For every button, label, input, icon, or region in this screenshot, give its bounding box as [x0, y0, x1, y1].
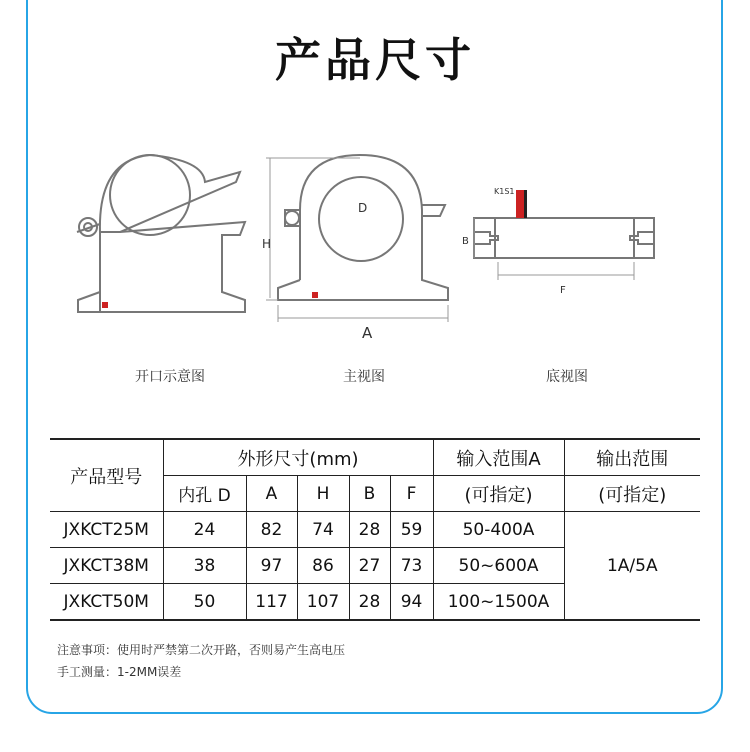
model-header: 产品型号: [50, 439, 163, 512]
dim-h-label: H: [262, 237, 272, 251]
open-view-caption: 开口示意图: [135, 369, 205, 385]
a-cell: 97: [246, 548, 297, 584]
output-sub-header: (可指定): [564, 476, 700, 512]
main-view-caption: 主视图: [343, 369, 385, 385]
input-sub-header: (可指定): [433, 476, 564, 512]
input-header: 输入范围A: [433, 439, 564, 476]
b-cell: 27: [349, 548, 390, 584]
input-cell: 50-400A: [433, 512, 564, 548]
output-cell: 1A/5A: [564, 512, 700, 621]
dims-header: 外形尺寸(mm): [163, 439, 433, 476]
f-cell: 94: [390, 584, 433, 621]
col-f-header: F: [390, 476, 433, 512]
col-a-header: A: [246, 476, 297, 512]
model-cell: JXKCT50M: [50, 584, 163, 621]
table-row: [50, 512, 700, 548]
h-cell: 74: [297, 512, 349, 548]
note-tolerance: 手工测量：1-2MM误差: [57, 665, 182, 679]
dim-b-label: B: [462, 236, 469, 247]
h-cell: 86: [297, 548, 349, 584]
model-cell: JXKCT38M: [50, 548, 163, 584]
main-view-drawing: [278, 155, 448, 300]
dim-f-label: F: [560, 285, 566, 296]
b-cell: 28: [349, 512, 390, 548]
dim-d-label: D: [358, 201, 368, 215]
col-b-header: B: [349, 476, 390, 512]
col-h-header: H: [297, 476, 349, 512]
f-cell: 73: [390, 548, 433, 584]
col-d-header: 内孔 D: [163, 476, 246, 512]
b-cell: 28: [349, 584, 390, 621]
page-title: 产品尺寸: [275, 33, 475, 87]
terminal-tag-label: K1S1: [494, 187, 515, 196]
d-cell: 38: [163, 548, 246, 584]
d-cell: 24: [163, 512, 246, 548]
dim-a-label: A: [362, 324, 373, 340]
bottom-view-caption: 底视图: [546, 369, 588, 385]
note-warning: 注意事项：使用时严禁第二次开路，否则易产生高电压: [57, 643, 346, 657]
dimension-drawings: [0, 140, 750, 340]
h-cell: 107: [297, 584, 349, 621]
open-view-drawing: [77, 155, 245, 312]
spec-table: [50, 438, 700, 621]
input-cell: 50~600A: [433, 548, 564, 584]
input-cell: 100~1500A: [433, 584, 564, 621]
a-cell: 117: [246, 584, 297, 621]
model-cell: JXKCT25M: [50, 512, 163, 548]
bottom-view-drawing: [474, 218, 654, 258]
f-cell: 59: [390, 512, 433, 548]
a-cell: 82: [246, 512, 297, 548]
d-cell: 50: [163, 584, 246, 621]
output-header: 输出范围: [564, 439, 700, 476]
